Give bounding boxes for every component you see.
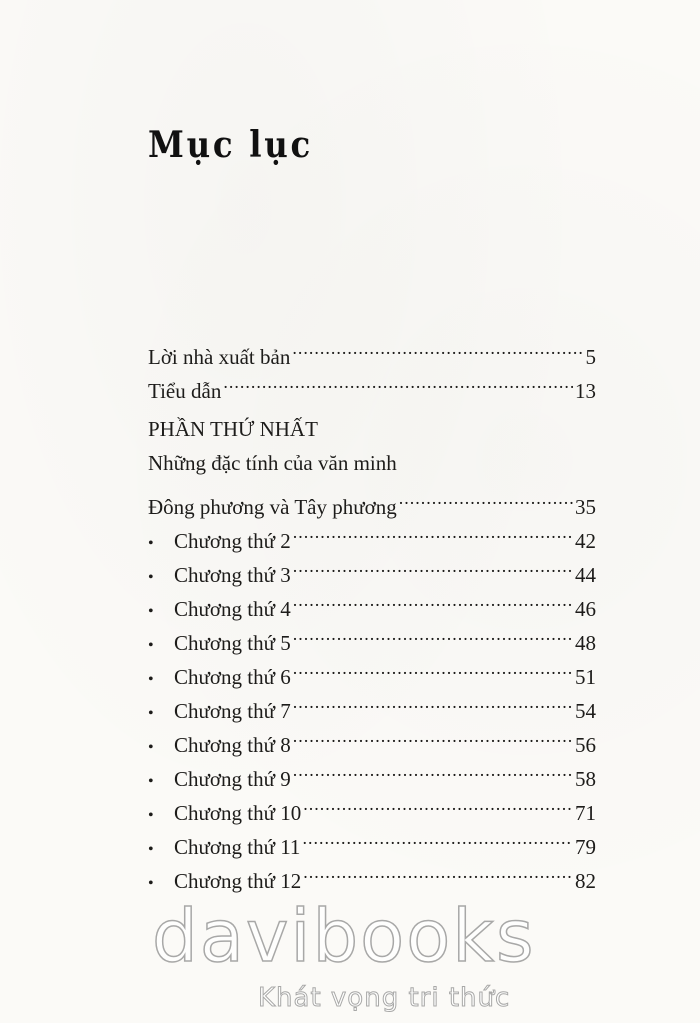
dot-leader: [293, 548, 573, 582]
toc-entry-page: 35: [575, 495, 596, 519]
toc-chapter-page: 82: [575, 869, 596, 893]
dot-leader: [303, 786, 573, 820]
toc-chapter-page: 54: [575, 699, 596, 723]
dot-leader: [399, 480, 573, 514]
part-heading: PHẦN THỨ NHẤT: [148, 417, 318, 441]
dot-leader: [223, 364, 573, 398]
toc-chapter-label: Chương thứ 7: [174, 699, 291, 723]
toc-chapter-label: Chương thứ 9: [174, 767, 291, 791]
dot-leader: [293, 650, 573, 684]
toc-entry-publisher-note: [148, 330, 596, 369]
toc-chapter-label: Chương thứ 4: [174, 597, 291, 621]
dot-leader: [293, 752, 573, 786]
toc-chapter-page: 44: [575, 563, 596, 587]
bullet-icon: •: [148, 603, 154, 620]
dot-leader: [303, 854, 573, 888]
toc-chapter-page: 56: [575, 733, 596, 757]
toc-entry-label: Lời nhà xuất bản: [148, 345, 291, 369]
bullet-icon: •: [148, 773, 154, 790]
bullet-icon: •: [148, 637, 154, 654]
bullet-icon: •: [148, 671, 154, 688]
toc-entry-label: Đông phương và Tây phương: [148, 495, 397, 519]
toc-entry-page: 5: [585, 345, 596, 369]
toc-chapter-label: Chương thứ 6: [174, 665, 291, 689]
dot-leader: [293, 718, 573, 752]
toc-chapter-label: Chương thứ 5: [174, 631, 291, 655]
toc-chapter-label: Chương thứ 11: [174, 835, 301, 859]
toc-chapter-page: 42: [575, 529, 596, 553]
dot-leader: [293, 684, 573, 718]
dot-leader: [293, 514, 573, 548]
watermark-logo: davibooks: [152, 894, 536, 978]
page-title: Mục lục: [148, 124, 313, 166]
toc-chapter-label: Chương thứ 2: [174, 529, 291, 553]
bullet-icon: •: [148, 705, 154, 722]
chapter-list: [148, 514, 596, 893]
toc-entry-page: 13: [575, 379, 596, 403]
dot-leader: [293, 616, 573, 650]
toc-chapter-page: 46: [575, 597, 596, 621]
dot-leader: [293, 582, 573, 616]
bullet-icon: •: [148, 535, 154, 552]
bullet-icon: •: [148, 875, 154, 892]
toc-chapter-label: Chương thứ 10: [174, 801, 302, 825]
toc-chapter-page: 58: [575, 767, 596, 791]
bullet-icon: •: [148, 841, 154, 858]
dot-leader: [292, 330, 583, 364]
watermark-tagline: Khát vọng tri thức: [258, 983, 511, 1013]
toc-chapter-label: Chương thứ 3: [174, 563, 291, 587]
bullet-icon: •: [148, 569, 154, 586]
bullet-icon: •: [148, 807, 154, 824]
toc-chapter-page: 71: [575, 801, 596, 825]
toc-entry-label: Tiểu dẫn: [148, 379, 222, 403]
bullet-icon: •: [148, 739, 154, 756]
toc-chapter-label: Chương thứ 12: [174, 869, 302, 893]
toc-chapter-label: Chương thứ 8: [174, 733, 291, 757]
dot-leader: [302, 820, 573, 854]
toc-chapter-page: 48: [575, 631, 596, 655]
part-subtitle-line2: [148, 480, 596, 519]
part-subtitle-line1: Những đặc tính của văn minh: [148, 451, 397, 475]
toc-chapter-page: 79: [575, 835, 596, 859]
table-of-contents: [148, 330, 596, 893]
toc-chapter-page: 51: [575, 665, 596, 689]
